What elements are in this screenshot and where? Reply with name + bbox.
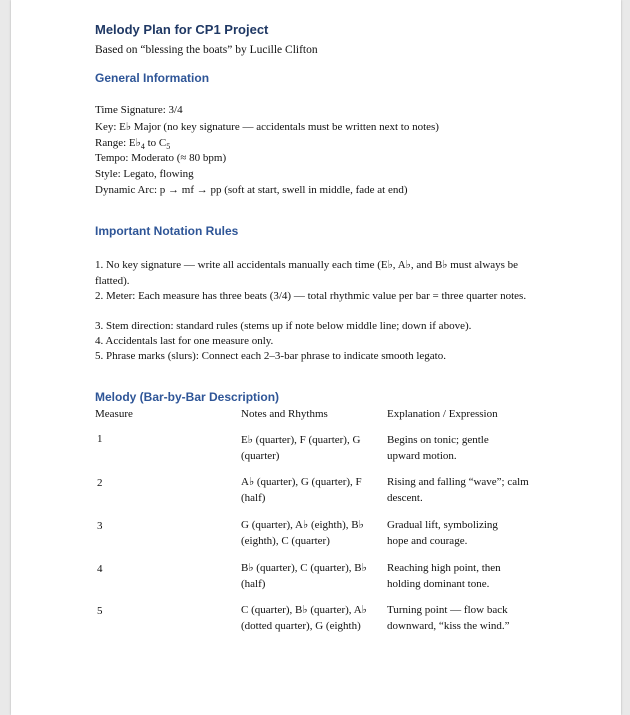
table-row-measure: 5 <box>97 605 103 617</box>
document-page <box>11 0 621 715</box>
general-information-heading: General Information <box>95 71 210 85</box>
table-row-explanation: Reaching high point, then holding dominant tone. <box>387 562 501 590</box>
column-header-explanation: Explanation / Expression <box>387 408 498 420</box>
rule-item: 2. Meter: Each measure has three beats (3/4) — total rhythmic value per bar = three quarter notes. <box>95 290 527 302</box>
range-mid: to C <box>144 137 167 149</box>
style-line: Style: Legato, flowing <box>95 168 194 180</box>
document-title: Melody Plan for CP1 Project <box>95 22 269 37</box>
table-row-explanation: Begins on tonic; gentle upward motion. <box>387 434 489 462</box>
table-row-notes: G (quarter), A♭ (eighth), B♭ (eighth), C (quarter) <box>241 519 364 547</box>
table-row-notes: C (quarter), B♭ (quarter), A♭ (dotted quarter), G (eighth) <box>241 604 367 632</box>
range-prefix: Range: E♭ <box>95 137 141 149</box>
melody-heading: Melody (Bar-by-Bar Description) <box>95 390 280 404</box>
column-header-notes: Notes and Rhythms <box>241 408 328 420</box>
table-row-explanation: Turning point — flow back downward, “kiss the wind.” <box>387 604 510 632</box>
rule-item: 3. Stem direction: standard rules (stems up if note below middle line; down if above). <box>95 320 472 332</box>
key-line: Key: E♭ Major (no key signature — accidentals must be written next to notes) <box>95 121 439 133</box>
table-row-measure: 1 <box>97 433 103 445</box>
column-header-measure: Measure <box>95 408 133 420</box>
range-high-octave: 5 <box>166 142 171 152</box>
table-row-measure: 4 <box>97 563 103 575</box>
table-row-notes: E♭ (quarter), F (quarter), G (quarter) <box>241 434 361 462</box>
notation-rules-heading: Important Notation Rules <box>95 224 239 238</box>
rule-item: 5. Phrase marks (slurs): Connect each 2–3-bar phrase to indicate smooth legato. <box>95 350 446 362</box>
table-row-measure: 3 <box>97 520 103 532</box>
table-row-notes: A♭ (quarter), G (quarter), F (half) <box>241 476 362 504</box>
time-signature-line: Time Signature: 3/4 <box>95 104 183 116</box>
table-row-explanation: Gradual lift, symbolizing hope and courage. <box>387 519 498 547</box>
tempo-line: Tempo: Moderato (≈ 80 bpm) <box>95 152 227 164</box>
rule-item: 4. Accidentals last for one measure only. <box>95 335 274 347</box>
dynamic-arc-line: Dynamic Arc: p → mf → pp (soft at start, swell in middle, fade at end) <box>95 184 408 196</box>
table-row-measure: 2 <box>97 477 103 489</box>
table-row-notes: B♭ (quarter), C (quarter), B♭ (half) <box>241 562 367 590</box>
table-row-explanation: Rising and falling “wave”; calm descent. <box>387 476 529 504</box>
rule-item: 1. No key signature — write all accidentals manually each time (E♭, A♭, and B♭ must always be flatted). <box>95 259 519 287</box>
range-low-octave: 4 <box>140 142 145 152</box>
range-line <box>95 136 170 151</box>
document-subtitle: Based on “blessing the boats” by Lucille Clifton <box>95 44 318 56</box>
